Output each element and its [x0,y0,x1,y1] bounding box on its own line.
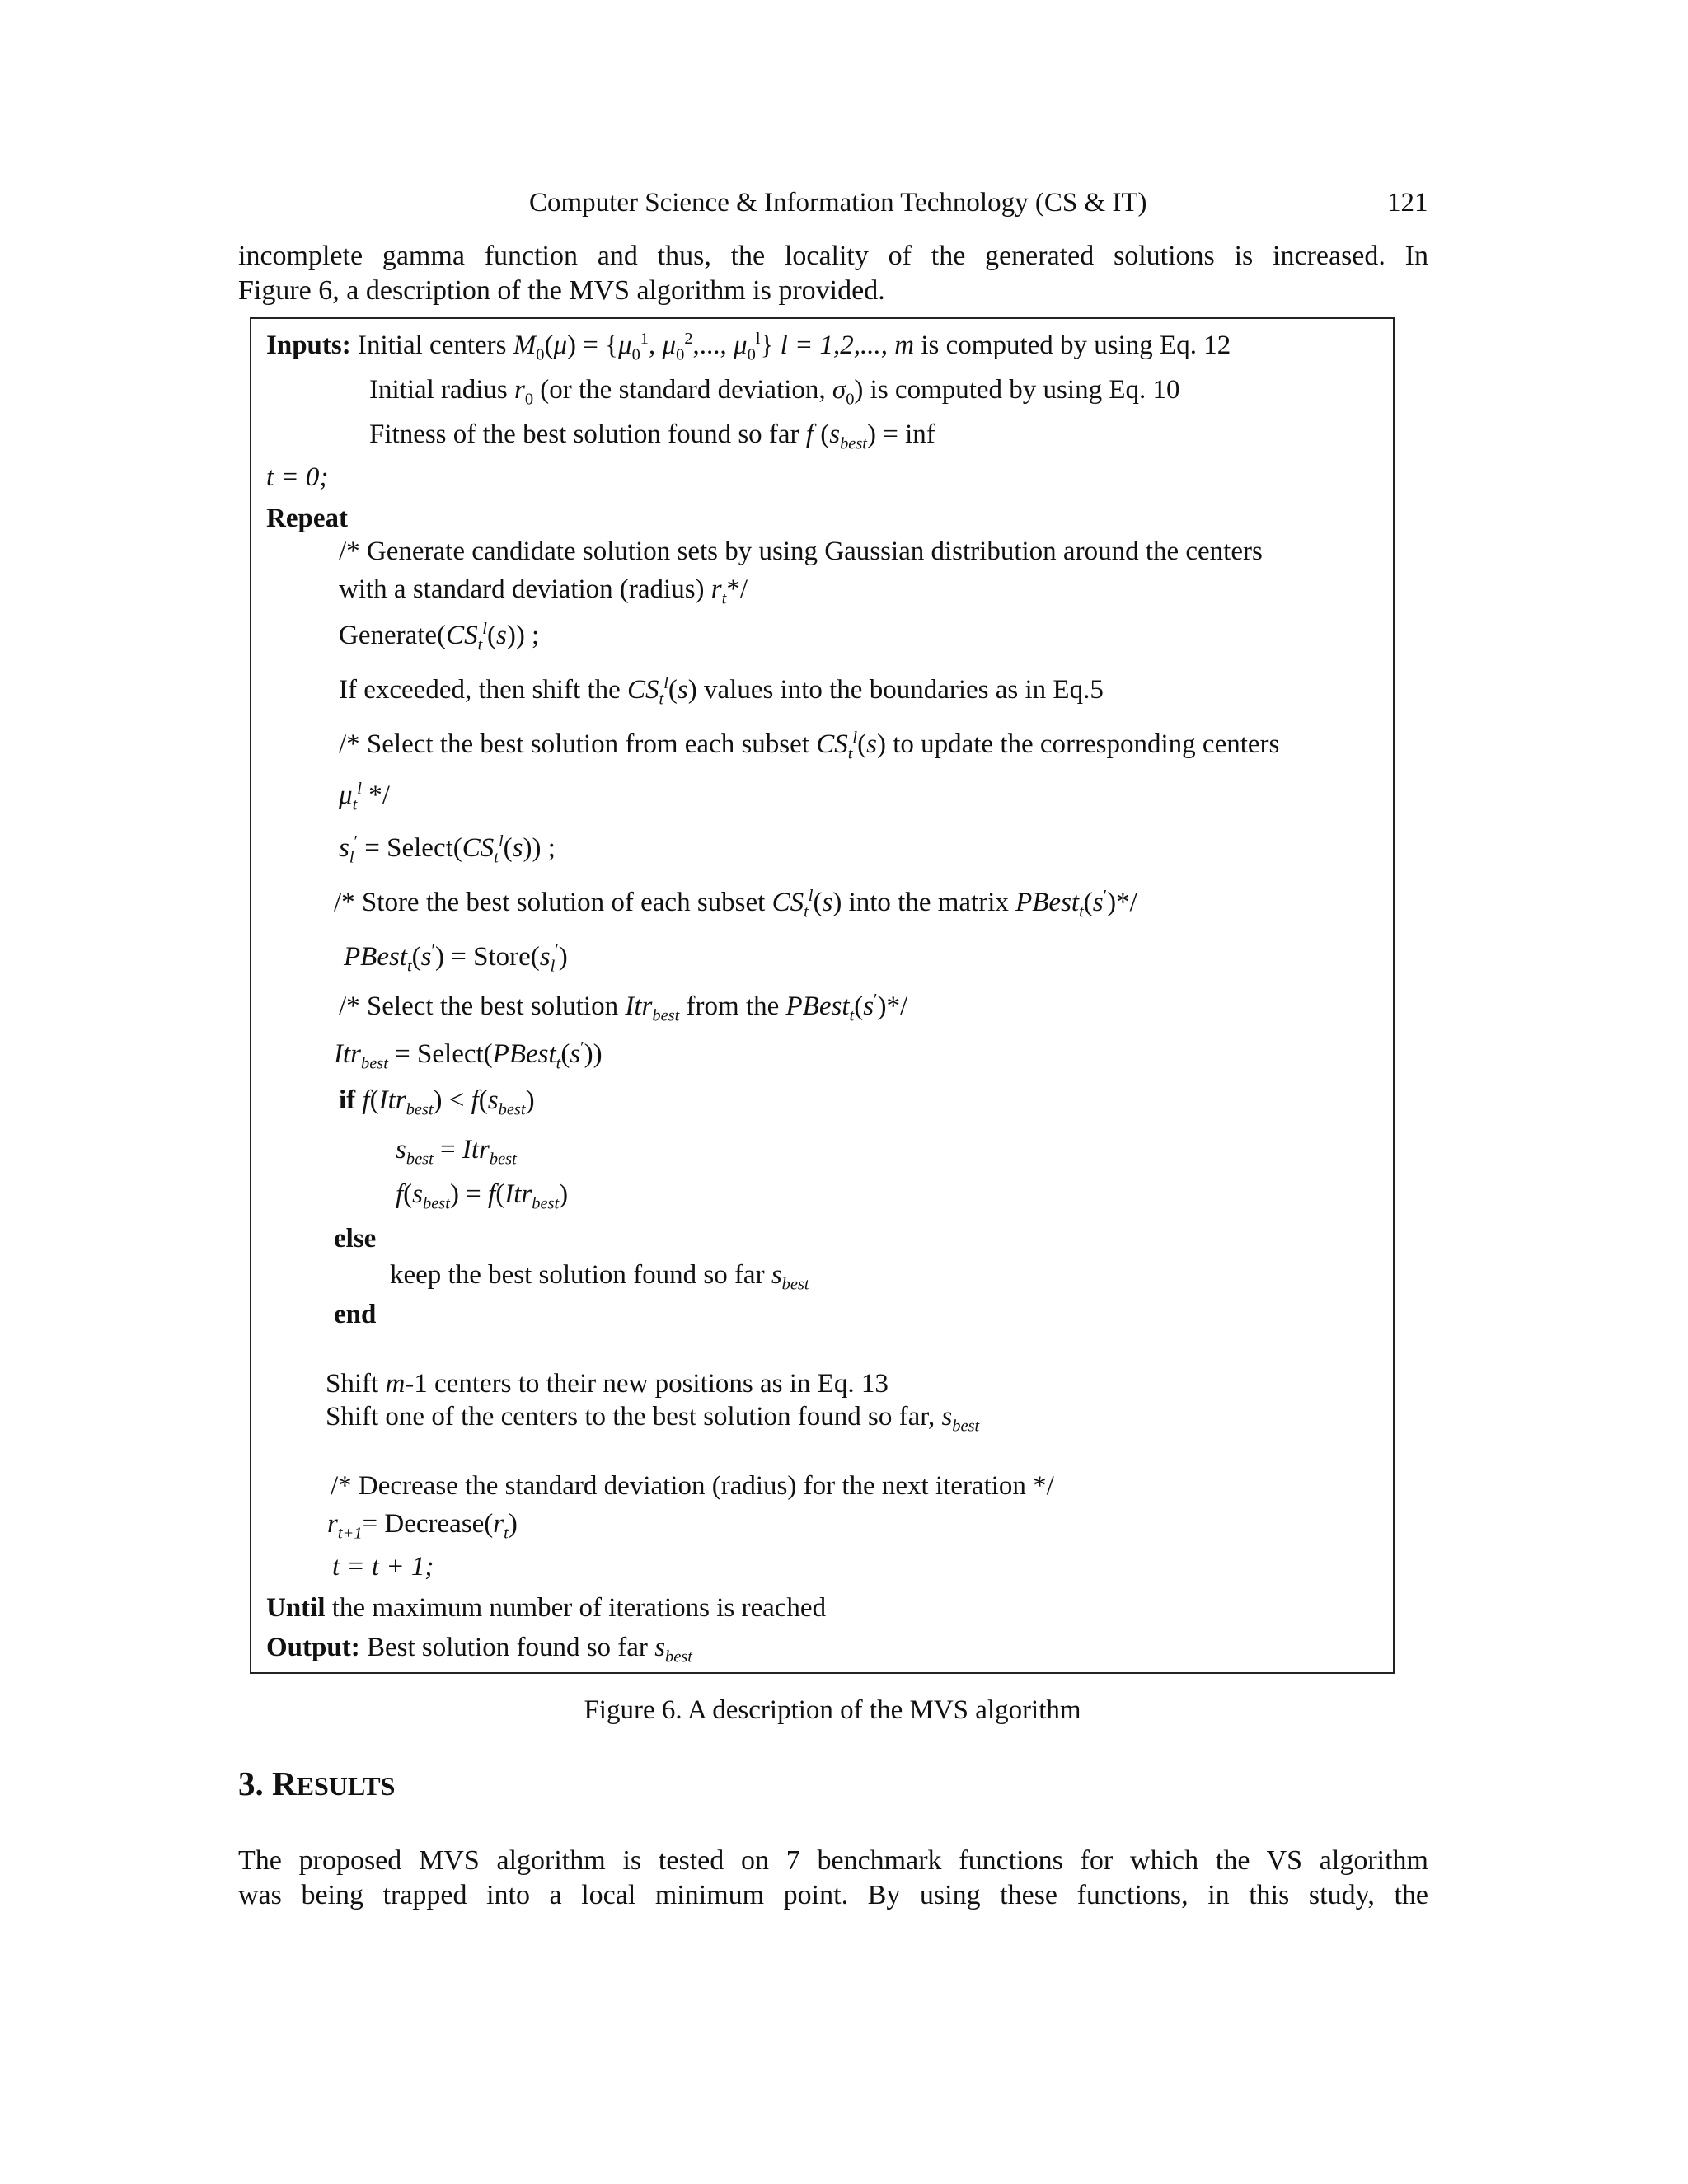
shift-line-2: Shift one of the centers to the best solution found so far, $s_{best}$ [326,1402,980,1436]
figure-caption: Figure 6. A description of the MVS algorithm [584,1695,1081,1725]
input-line-3: Fitness of the best solution found so far f $(s_{best})$ = inf [369,419,935,453]
inputs-keyword: Inputs: [266,330,351,360]
comment-decrease: /* Decrease the standard deviation (radius) for the next iteration */ [331,1471,1054,1501]
repeat-keyword: Repeat [266,504,348,533]
comment-select-2: $\mu_t^l$ */ [339,780,390,814]
itr-select-line: Itr$_{best}$ = Select(PBest$_t$(s′)) [334,1038,603,1073]
comment-select-itr: /* Select the best solution Itr$_{best}$ from the PBest$_t$(s′)*/ [339,991,908,1025]
algorithm-box [250,317,1395,1674]
select-line: $s_l'$ = $Select(CS_t^l(s))$ ; [339,832,556,867]
running-title: Computer Science & Information Technology (CS & IT) [529,188,1147,218]
if-keyword: if [339,1085,356,1115]
decrease-line: $r_{t+1}=$ $Decrease(r_t)$ [327,1509,518,1543]
if-line: if $f(Itr_{best}) < f(s_{best})$ [339,1085,535,1119]
input-line-1: Inputs: Initial centers $M_0(\mu) = \{\mu_0^1$, $\mu_0^2$,..., $\mu_0^l$} l = 1,2,..., m is computed by using Eq. 12 [266,330,1231,364]
section-heading: 3. RESULTS [238,1765,396,1802]
results-paragraph [238,1844,1428,1913]
else-keyword: else [334,1224,377,1254]
input-line-2: Initial radius $r_0$ (or the standard deviation, $\sigma_0$) is computed by using Eq. 10 [369,375,1180,409]
assign-best: $s_{best} = Itr_{best}$ [396,1135,517,1169]
exceed-line: If exceeded, then shift the $CS_t^l(s)$ values into the boundaries as in Eq.5 [339,674,1104,709]
comment-select-1: /* Select the best solution from each subset $CS_t^l(s)$ to update the corresponding centers [339,729,1280,763]
generate-line: $Generate(CS_t^l(s))$ ; [339,620,540,654]
t-init: t = 0; [266,462,329,492]
intro-line-1: incomplete gamma function and thus, the locality of the generated solutions is increased. In [238,241,1428,271]
shift-line-1: Shift m-1 centers to their new positions as in Eq. 13 [326,1369,889,1399]
output-keyword: Output: [266,1633,360,1662]
results-line-1: The proposed MVS algorithm is tested on 7 benchmark functions for which the VS algorithm [238,1845,1428,1876]
comment-generate-2: with a standard deviation (radius) $r_t*/$ [339,574,748,608]
results-line-2: was being trapped into a local minimum point. By using these functions, in this study, the [238,1880,1428,1910]
until-keyword: Until [266,1593,326,1623]
store-line: PBest$_t$(s′) = $Store(s_l')$ [344,941,568,976]
assign-fitness: $f(s_{best}) = f(Itr_{best})$ [396,1179,569,1213]
intro-line-2: Figure 6, a description of the MVS algorithm is provided. [238,275,885,306]
end-keyword: end [334,1300,377,1329]
t-increment: t = t + 1; [332,1552,434,1582]
keep-line: keep the best solution found so far $s_{best}$ [390,1260,809,1294]
comment-store: /* Store the best solution of each subset $CS_t^l(s)$ into the matrix PBest$_t$(s′)*/ [334,887,1137,921]
page-number: 121 [1387,188,1428,218]
comment-generate-1: /* Generate candidate solution sets by using Gaussian distribution around the centers [339,537,1263,566]
output-line: Output: Best solution found so far $s_{best}$ [266,1633,692,1666]
intro-paragraph [238,239,1428,308]
until-line: Until the maximum number of iterations is reached [266,1593,827,1623]
